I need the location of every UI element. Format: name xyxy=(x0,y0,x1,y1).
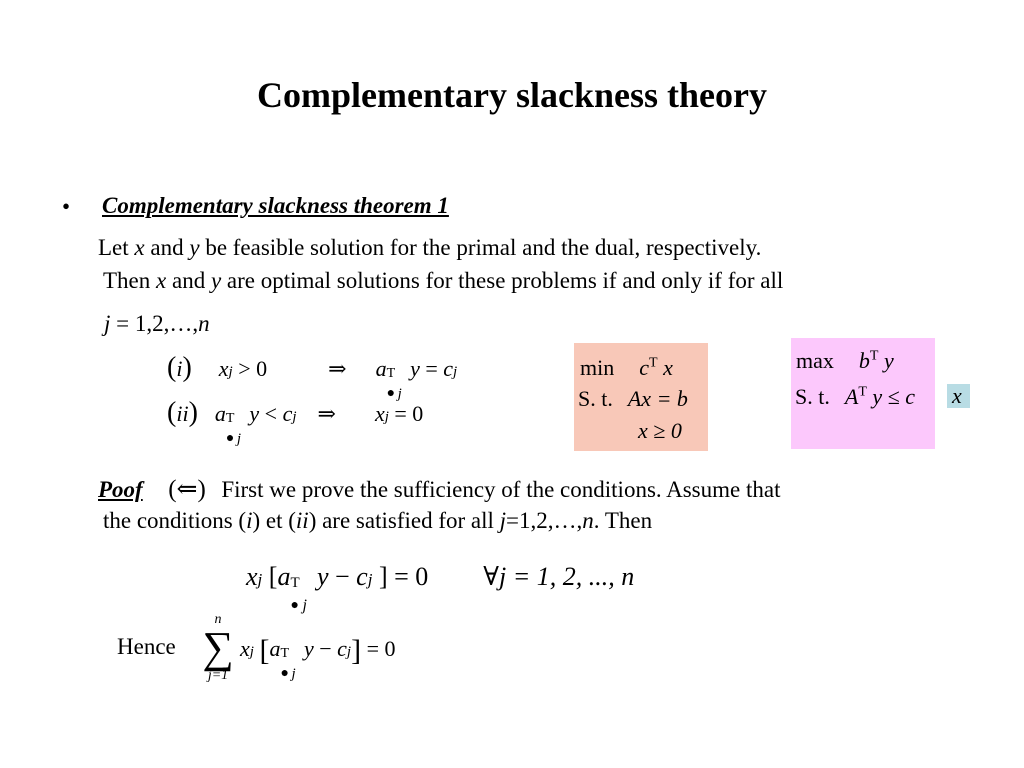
dual-problem-box: $\max b^T$ y S. t. $A^T$ y ≤ c xyxy=(791,338,935,449)
theorem-line-1: Let x and y be feasible solution for the primal and the dual, respectively. xyxy=(98,235,762,260)
condition-ii: (ii) a T ● j y < cj ⇒ xj = 0 xyxy=(167,397,424,447)
condition-i: (i) xj > 0 ⇒ a T ● j y = cj xyxy=(167,352,458,402)
slide-title: Complementary slackness theory xyxy=(257,75,767,115)
proof-line-1: Poof (⇐) First we prove the sufficiency of the conditions. Assume that xyxy=(98,476,781,503)
bullet-marker: • xyxy=(62,194,71,219)
complementarity-equation: xj [a T ● j y − cj ] = 0 ∀j = 1, 2, ..., n xyxy=(246,562,635,614)
variable-x-tag: x xyxy=(947,384,970,408)
theorem-line-3: j = 1,2,…,n xyxy=(104,311,210,336)
hence-label: Hence xyxy=(117,634,176,659)
summation: n ∑ j=1 xyxy=(202,612,234,683)
theorem-heading: Complementary slackness theorem 1 xyxy=(102,193,449,218)
primal-problem-box: $\min c^T$ x S. t. Ax = b x ≥ 0 xyxy=(574,343,708,451)
theorem-line-2: Then x and y are optimal solutions for these problems if and only if for all xyxy=(103,268,784,293)
proof-line-2: the conditions (i) et (ii) are satisfied for all j=1,2,…,n. Then xyxy=(103,508,653,533)
summation-expression: xj [a T ● j y − cj] = 0 xyxy=(240,634,396,682)
